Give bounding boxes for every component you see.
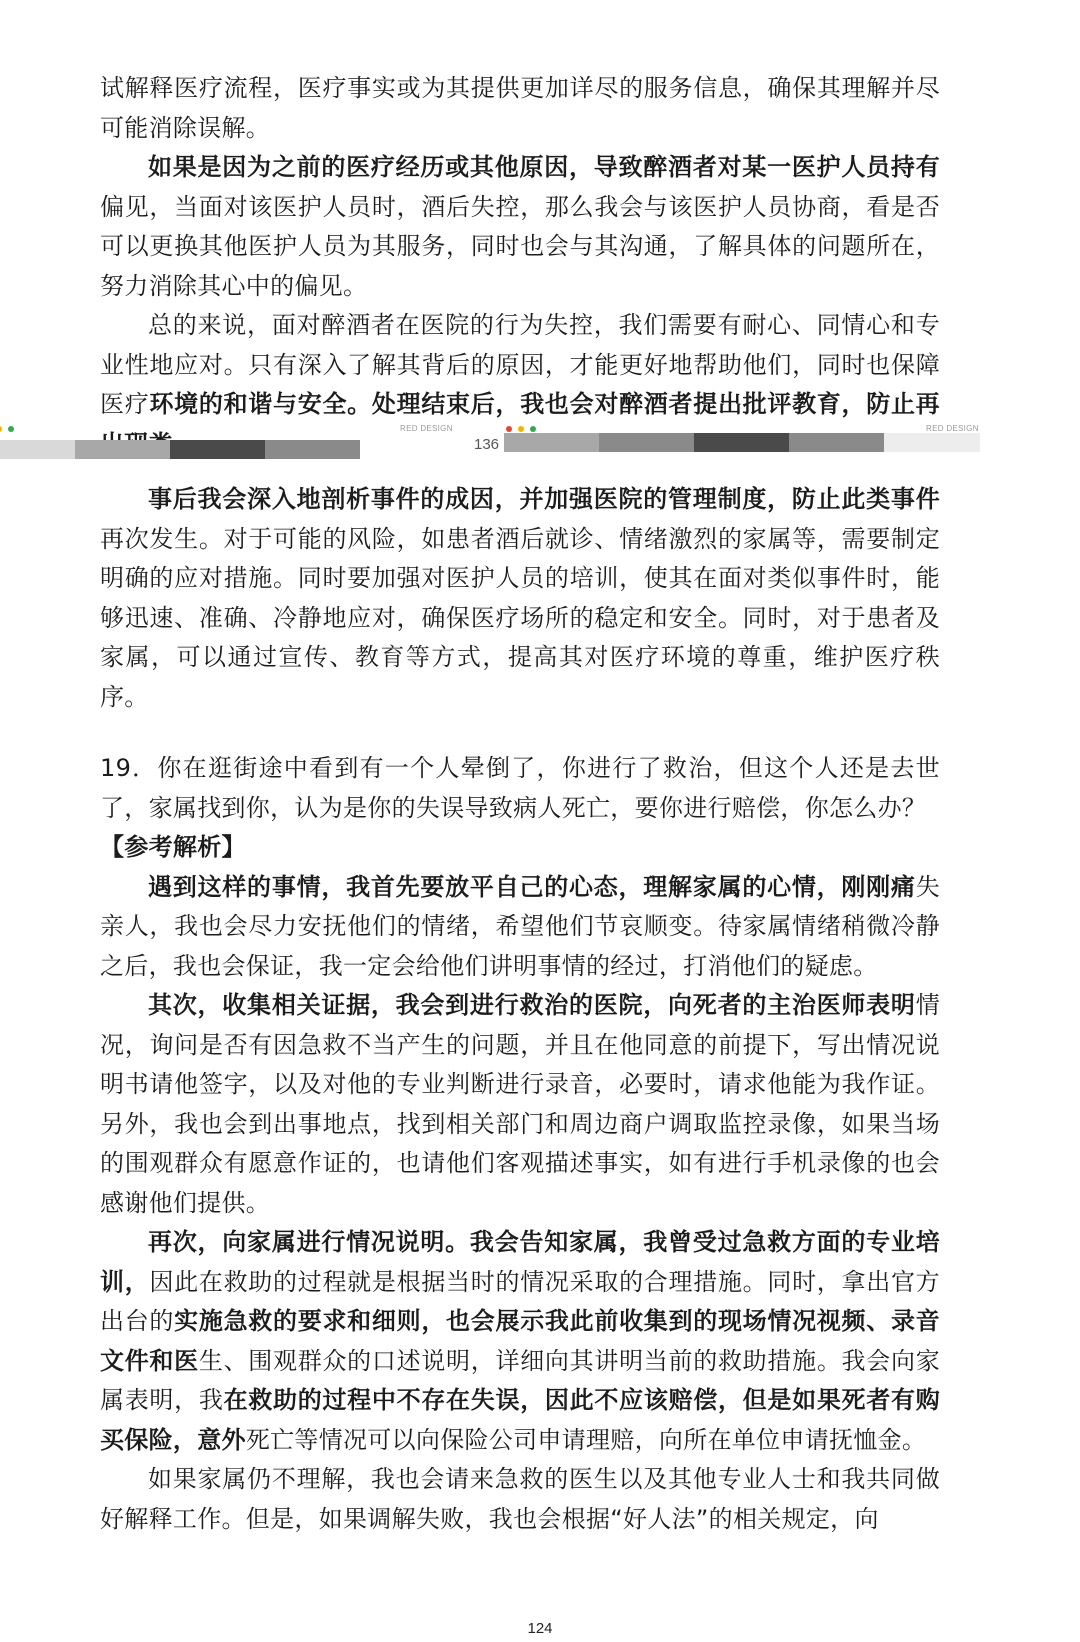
paragraph — [100, 868, 940, 987]
bar-segment — [170, 440, 265, 459]
text: 失亲人，我也会尽力安抚他们的情绪，希望他们节哀顺变。待家属情绪稍微冷静之后，我也会保证，我一定会给他们讲明事情的经过，打消他们的疑虑。 — [100, 872, 940, 980]
brand-label: RED DESIGN — [926, 424, 979, 433]
brand-label: RED DESIGN — [400, 424, 453, 433]
bold-text: 实施急救的要求和细则，也会展示我此前收集到的现场情况视频、录音文件和医 — [100, 1307, 940, 1375]
text: 总的来说，面对醉酒者在医院的行为失控，我们需要有耐心、同情心和专业性地应对。只有深入了解其背后的原因，才能更好地帮助他们，同时也保障医疗 — [100, 311, 940, 418]
bar-segment — [694, 433, 789, 452]
color-dot — [8, 426, 14, 432]
bold-text: 遇到这样的事情，我首先要放平自己的心态，理解家属的心情，刚刚痛 — [148, 872, 916, 901]
bold-text: 再次，向家属进行情况说明。我会告知家属，我曾受过急救方面的专业培训， — [100, 1228, 940, 1296]
paragraph — [100, 480, 940, 717]
text: 因此在救助的过程就是根据当时的情况采取的合理措施。同时，拿出官方出台的 — [100, 1267, 940, 1335]
color-dots-left — [0, 426, 14, 432]
text: 情况，询问是否有因急救不当产生的问题，并且在他同意的前提下，写出情况说明书请他签字，以及对他的专业判断进行录音，必要时，请求他能为我作证。另外，我也会到出事地点，找到相关部门和周边商户调取监控录像，如果当场的围观群众有愿意作证的，也请他们客观描述事实，如有进行手机录像的也会感谢他们提供。 — [100, 991, 940, 1217]
upper-page-text — [100, 69, 940, 464]
bold-text: 环境的和谐与安全。处理结束后，我也会对醉酒者提出批评教育，防止再 — [149, 390, 940, 418]
bar-segment — [884, 433, 980, 452]
gray-bar-right — [504, 433, 980, 452]
color-dot — [506, 426, 512, 432]
page-divider-strip — [0, 424, 1080, 486]
bar-segment — [75, 440, 170, 459]
text: 死亡等情况可以向保险公司申请理赔，向所在单位申请抚恤金。 — [245, 1425, 927, 1454]
bar-segment — [504, 433, 599, 452]
gray-bar-left — [0, 440, 360, 459]
question-text: 19．你在逛街途中看到有一个人晕倒了，你进行了救治，但这个人还是去世了，家属找到你，认为是你的失误导致病人死亡，要你进行赔偿，你怎么办？ — [100, 754, 940, 822]
page-number: 136 — [474, 436, 500, 453]
color-dot — [0, 426, 2, 432]
paragraph: 如果家属仍不理解，我也会请来急救的医生以及其他专业人士和我共同做好解释工作。但是，如果调解失败，我也会根据“好人法”的相关规定，向 — [100, 1465, 940, 1533]
paragraph — [100, 148, 940, 306]
text: 再次发生。对于可能的风险，如患者酒后就诊、情绪激烈的家属等，需要制定明确的应对措施。同时要加强对医护人员的培训，使其在面对类似事件时，能够迅速、准确、冷静地应对，确保医疗场所的稳定和安全。同时，对于患者及家属，可以通过宣传、教育等方式，提高其对医疗环境的尊重，维护医疗秩序。 — [100, 524, 940, 711]
text: 偏见，当面对该医护人员时，酒后失控，那么我会与该医护人员协商，看是否可以更换其他医护人员为其服务，同时也会与其沟通，了解具体的问题所在，努力消除其心中的偏见。 — [100, 192, 940, 300]
bold-text: 如果是因为之前的医疗经历或其他原因，导致醉酒者对某一医护人员持有 — [148, 153, 940, 181]
paragraph — [100, 1223, 940, 1460]
bold-text: 其次，收集相关证据，我会到进行救治的医院，向死者的主治医师表明 — [148, 991, 916, 1019]
bar-segment — [789, 433, 884, 452]
page-number: 124 — [527, 1620, 553, 1637]
bold-text: 在救助的过程中不存在失误，因此不应该赔偿，但是如果死者有购买保险，意外 — [100, 1386, 940, 1454]
bar-segment — [599, 433, 694, 452]
text: 生、围观群众的口述说明，详细向其讲明当前的救助措施。我会向家属表明，我 — [100, 1346, 940, 1414]
bold-text: 事后我会深入地剖析事件的成因，并加强医院的管理制度，防止此类事件 — [148, 485, 940, 513]
color-dot — [518, 426, 524, 432]
paragraph — [100, 986, 940, 1223]
paragraph: 试解释医疗流程，医疗事实或为其提供更加详尽的服务信息，确保其理解并尽可能消除误解。 — [100, 74, 940, 142]
answer-heading: 【参考解析】 — [100, 833, 246, 861]
bar-segment — [265, 440, 360, 459]
color-dots-right — [506, 426, 536, 432]
bar-segment — [0, 440, 75, 459]
lower-page-text — [100, 480, 940, 1539]
color-dot — [530, 426, 536, 432]
